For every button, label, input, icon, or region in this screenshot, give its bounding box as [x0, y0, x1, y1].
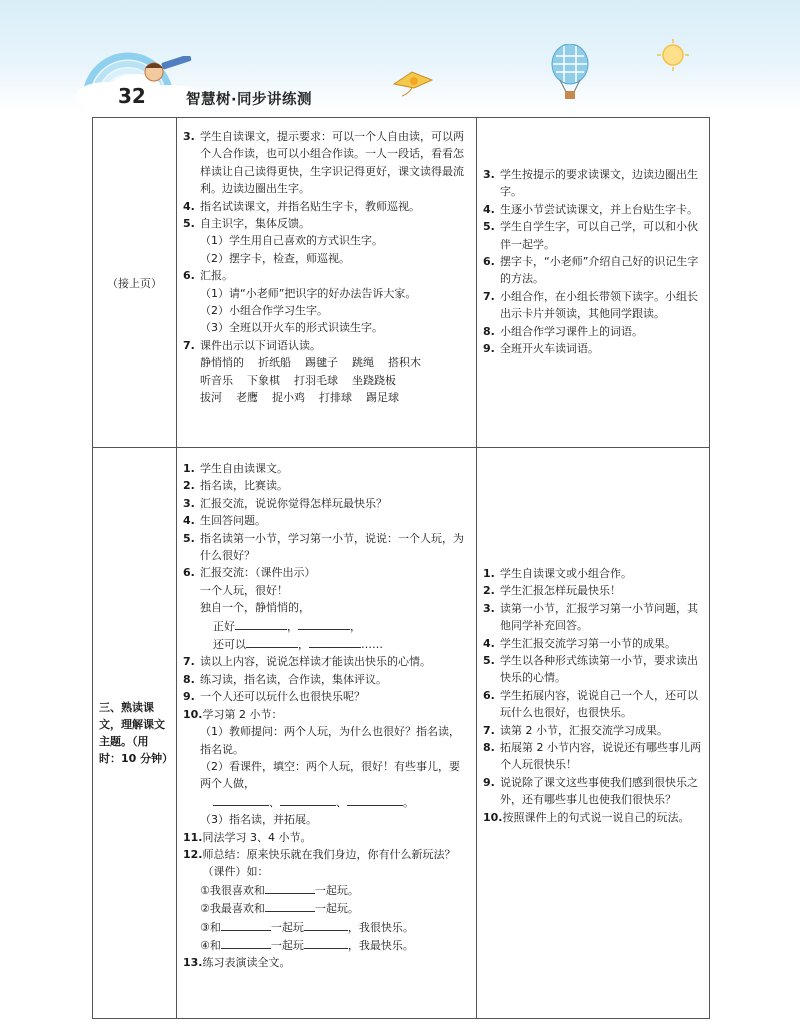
book-title: 智慧树·同步讲练测	[186, 92, 313, 108]
list-item: 10. 学习第 2 小节：	[183, 707, 283, 721]
vocab-word: 踢毽子	[305, 356, 338, 370]
vocab-word: 跳绳	[352, 356, 374, 370]
fill-blank-line: 正好 ， ，	[183, 617, 470, 635]
list-item: 1. 学生自由读课文。	[183, 462, 288, 475]
fill-blank-line: ③和 一起玩 ，我很快乐。	[183, 918, 470, 936]
list-item: 12. 师总结：原来快乐就在我们身边，你有什么新玩法？（课件）如：	[183, 847, 456, 879]
student-activity-cell	[477, 448, 710, 1019]
list-item: 7. 读第 2 小节，汇报交流学习成果。	[483, 723, 668, 737]
lesson-table	[92, 117, 710, 1019]
word-row	[183, 389, 470, 406]
list-item: 2. 指名读，比赛读。	[183, 479, 288, 493]
page-header	[0, 0, 800, 112]
fill-blank-line: ②我最喜欢和 一起玩。	[183, 899, 470, 917]
sub-item: （2）看课件，填空：两个人玩，很好！有些事儿，要两个人做，	[200, 759, 460, 791]
vocab-word: 折纸船	[258, 356, 291, 370]
list-item: 6. 汇报。	[183, 269, 233, 283]
sub-item: （2）摆字卡，检查，师巡视。	[200, 251, 350, 265]
vocab-word: 拔河	[200, 391, 222, 405]
list-item: 3. 学生按提示的要求读课文，边读边圈出生字。	[483, 168, 698, 199]
kid-telescope-icon	[140, 56, 196, 90]
teacher-activity-cell	[177, 448, 477, 1019]
list-item: 4. 指名试读课文，并指名贴生字卡，教师巡视。	[183, 199, 420, 213]
list-item: 6. 摆字卡，“小老师”介绍自己好的识记生字的方法。	[483, 255, 699, 286]
fill-blank-line: 还可以 ， ……	[183, 635, 470, 653]
hot-air-balloon-icon	[546, 44, 594, 104]
sub-item: （1）学生用自己喜欢的方式识生字。	[200, 234, 383, 248]
vocab-word: 打排球	[319, 391, 352, 405]
list-item: 11. 同法学习 3、4 小节。	[183, 830, 312, 844]
list-item: 6. 汇报交流：（课件出示）	[183, 566, 316, 580]
list-item: 5. 学生自学生字，可以自己学，可以和小伙伴一起学。	[483, 220, 698, 251]
sub-item: （1）请“小老师”把识字的好办法告诉大家。	[200, 286, 417, 300]
vocab-word: 打羽毛球	[294, 373, 338, 387]
page-number: 32	[118, 84, 146, 108]
list-item: 3. 读第一小节，汇报学习第一小节问题，其他同学补充回答。	[483, 601, 698, 633]
poem-line: 一个人玩，很好！	[200, 583, 288, 597]
sub-item: （1）教师提问：两个人玩，为什么也很好？指名读，指名说。	[200, 725, 460, 756]
list-item: 6. 学生拓展内容，说说自己一个人，还可以玩什么也很好，也很快乐。	[483, 688, 698, 720]
list-item: 7. 课件出示以下词语认读。	[183, 338, 321, 352]
list-item: 4. 学生汇报交流学习第一小节的成果。	[483, 636, 676, 650]
list-item: 8. 拓展第 2 小节内容，说说还有哪些事儿两个人玩很快乐！	[483, 741, 701, 772]
sun-icon	[656, 38, 690, 72]
vocab-word: 搭积木	[388, 356, 421, 370]
vocab-word: 听音乐	[200, 373, 233, 387]
list-item: 1. 学生自读课文或小组合作。	[483, 567, 632, 580]
vocab-word: 静悄悄的	[200, 356, 244, 370]
list-item: 4. 生逐小节尝试读课文，并上台贴生字卡。	[483, 202, 698, 216]
table-row	[93, 448, 710, 1019]
poem-line: 独自一个，静悄悄的，	[200, 601, 310, 615]
list-item: 5. 指名读第一小节，学习第一小节，说说：一个人玩，为什么很好？	[183, 531, 464, 563]
list-item: 3. 学生自读课文，提示要求：可以一个人自由读，可以两个人合作读，也可以小组合作读。一人一段话，看看怎样读让自己读得更快，生字识记得更好，课文读得最流利。边读边圈出生字。	[183, 130, 464, 196]
fill-blank-line: ④和 一起玩 ，我最快乐。	[183, 936, 470, 954]
word-row	[183, 372, 470, 389]
kite-icon	[390, 68, 436, 98]
list-item: 13. 练习表演读全文。	[183, 956, 291, 970]
list-item: 7. 读以上内容，说说怎样读才能读出快乐的心情。	[183, 655, 431, 669]
list-item: 9. 说说除了课文这些事使我们感到很快乐之外，还有哪些事儿也使我们很快乐？	[483, 775, 698, 807]
vocab-word: 坐跷跷板	[352, 373, 396, 387]
vocab-word: 踢足球	[366, 391, 399, 405]
list-item: 2. 学生汇报怎样玩最快乐！	[483, 584, 621, 598]
list-item: 7. 小组合作，在小组长带领下读字。小组长出示卡片并领读，其他同学跟读。	[483, 289, 698, 321]
list-item: 5. 自主识字，集体反馈。	[183, 217, 310, 231]
fill-blank-line: 、 、 。	[183, 793, 470, 811]
list-item: 3. 汇报交流，说说你觉得怎样玩最快乐？	[183, 496, 387, 510]
list-item: 10. 按照课件上的句式说一说自己的玩法。	[483, 810, 690, 824]
student-activity-cell	[477, 118, 710, 448]
list-item: 8. 小组合作学习课件上的词语。	[483, 324, 643, 338]
list-item: 5. 学生以各种形式练读第一小节，要求读出快乐的心情。	[483, 654, 698, 685]
teacher-activity-cell	[177, 118, 477, 448]
stage-label: 三、熟读课文，理解课文主题。（用时：10 分钟）	[93, 448, 177, 1019]
sub-item: （3）全班以开火车的形式识读生字。	[200, 321, 383, 335]
list-item: 9. 一个人还可以玩什么也很快乐呢？	[183, 690, 365, 704]
list-item: 4. 生回答问题。	[183, 514, 266, 528]
vocab-word: 老鹰	[236, 391, 258, 405]
table-row	[93, 118, 710, 448]
fill-blank-line: ①我很喜欢和 一起玩。	[183, 881, 470, 899]
vocab-word: 捉小鸡	[272, 391, 305, 405]
sub-item: （3）指名读，并拓展。	[200, 813, 317, 827]
list-item: 9. 全班开火车读词语。	[483, 342, 599, 356]
vocab-word: 下象棋	[247, 373, 280, 387]
list-item: 8. 练习读，指名读，合作读，集体评议。	[183, 672, 387, 686]
word-row	[183, 354, 470, 371]
stage-label: （接上页）	[93, 118, 177, 448]
sub-item: （2）小组合作学习生字。	[200, 304, 328, 318]
